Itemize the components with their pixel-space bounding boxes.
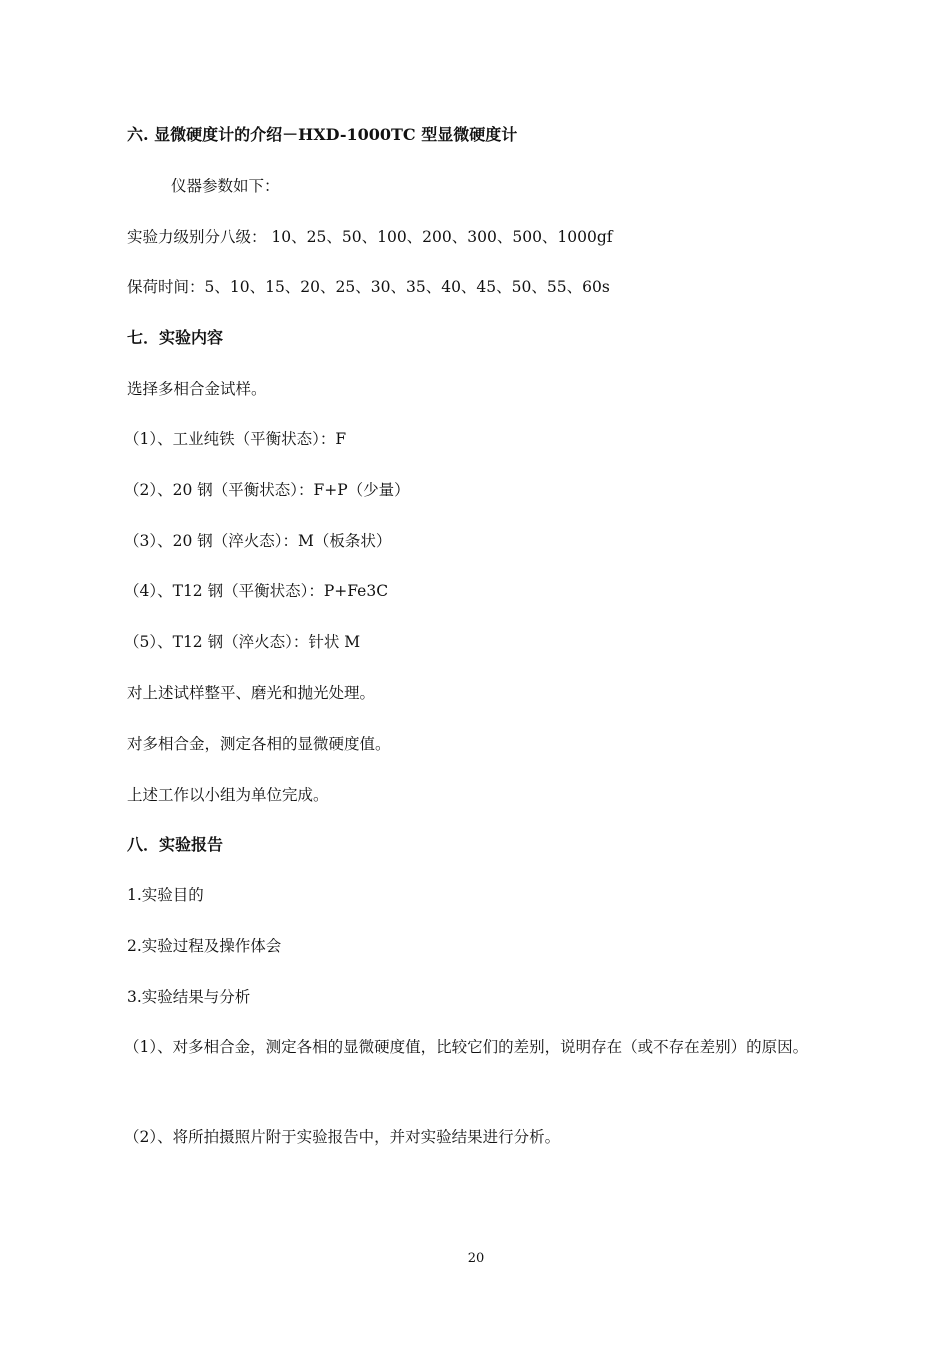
sample-item-2: （2）、20 钢（平衡状态）：F+P（少量） [124,481,410,499]
sample-item-3: （3）、20 钢（淬火态）：M（板条状） [124,532,392,550]
section-6-heading: 六. 显微硬度计的介绍－HXD-1000TC 型显微硬度计 [127,125,518,144]
section-8-heading: 八．实验报告 [127,835,224,854]
report-item-2: 2.实验过程及操作体会 [127,937,282,955]
procedure-step-1: 对上述试样整平、磨光和抛光处理。 [127,684,376,702]
parameters-intro: 仪器参数如下： [171,177,280,195]
sample-item-1: （1）、工业纯铁（平衡状态）：F [124,430,347,448]
report-item-3: 3.实验结果与分析 [127,988,251,1006]
report-item-1: 1.实验目的 [127,886,204,904]
procedure-step-3: 上述工作以小组为单位完成。 [127,786,329,804]
force-levels-line: 实验力级别分八级： 10、25、50、100、200、300、500、1000gf [127,228,613,246]
sample-item-5: （5）、T12 钢（淬火态）：针状 M [124,633,361,651]
analysis-item-2: （2）、将所拍摄照片附于实验报告中，并对实验结果进行分析。 [124,1128,561,1146]
section-7-heading: 七．实验内容 [127,328,224,347]
procedure-step-2: 对多相合金，测定各相的显微硬度值。 [127,735,391,753]
dwell-time-line: 保荷时间：5、10、15、20、25、30、35、40、45、50、55、60s [127,278,610,296]
sample-selection-line: 选择多相合金试样。 [127,380,267,398]
sample-item-4: （4）、T12 钢（平衡状态）：P+Fe3C [124,582,389,600]
analysis-item-1: （1）、对多相合金，测定各相的显微硬度值，比较它们的差别，说明存在（或不存在差别）的原因。 [124,1038,809,1056]
page-number: 20 [467,1251,485,1266]
